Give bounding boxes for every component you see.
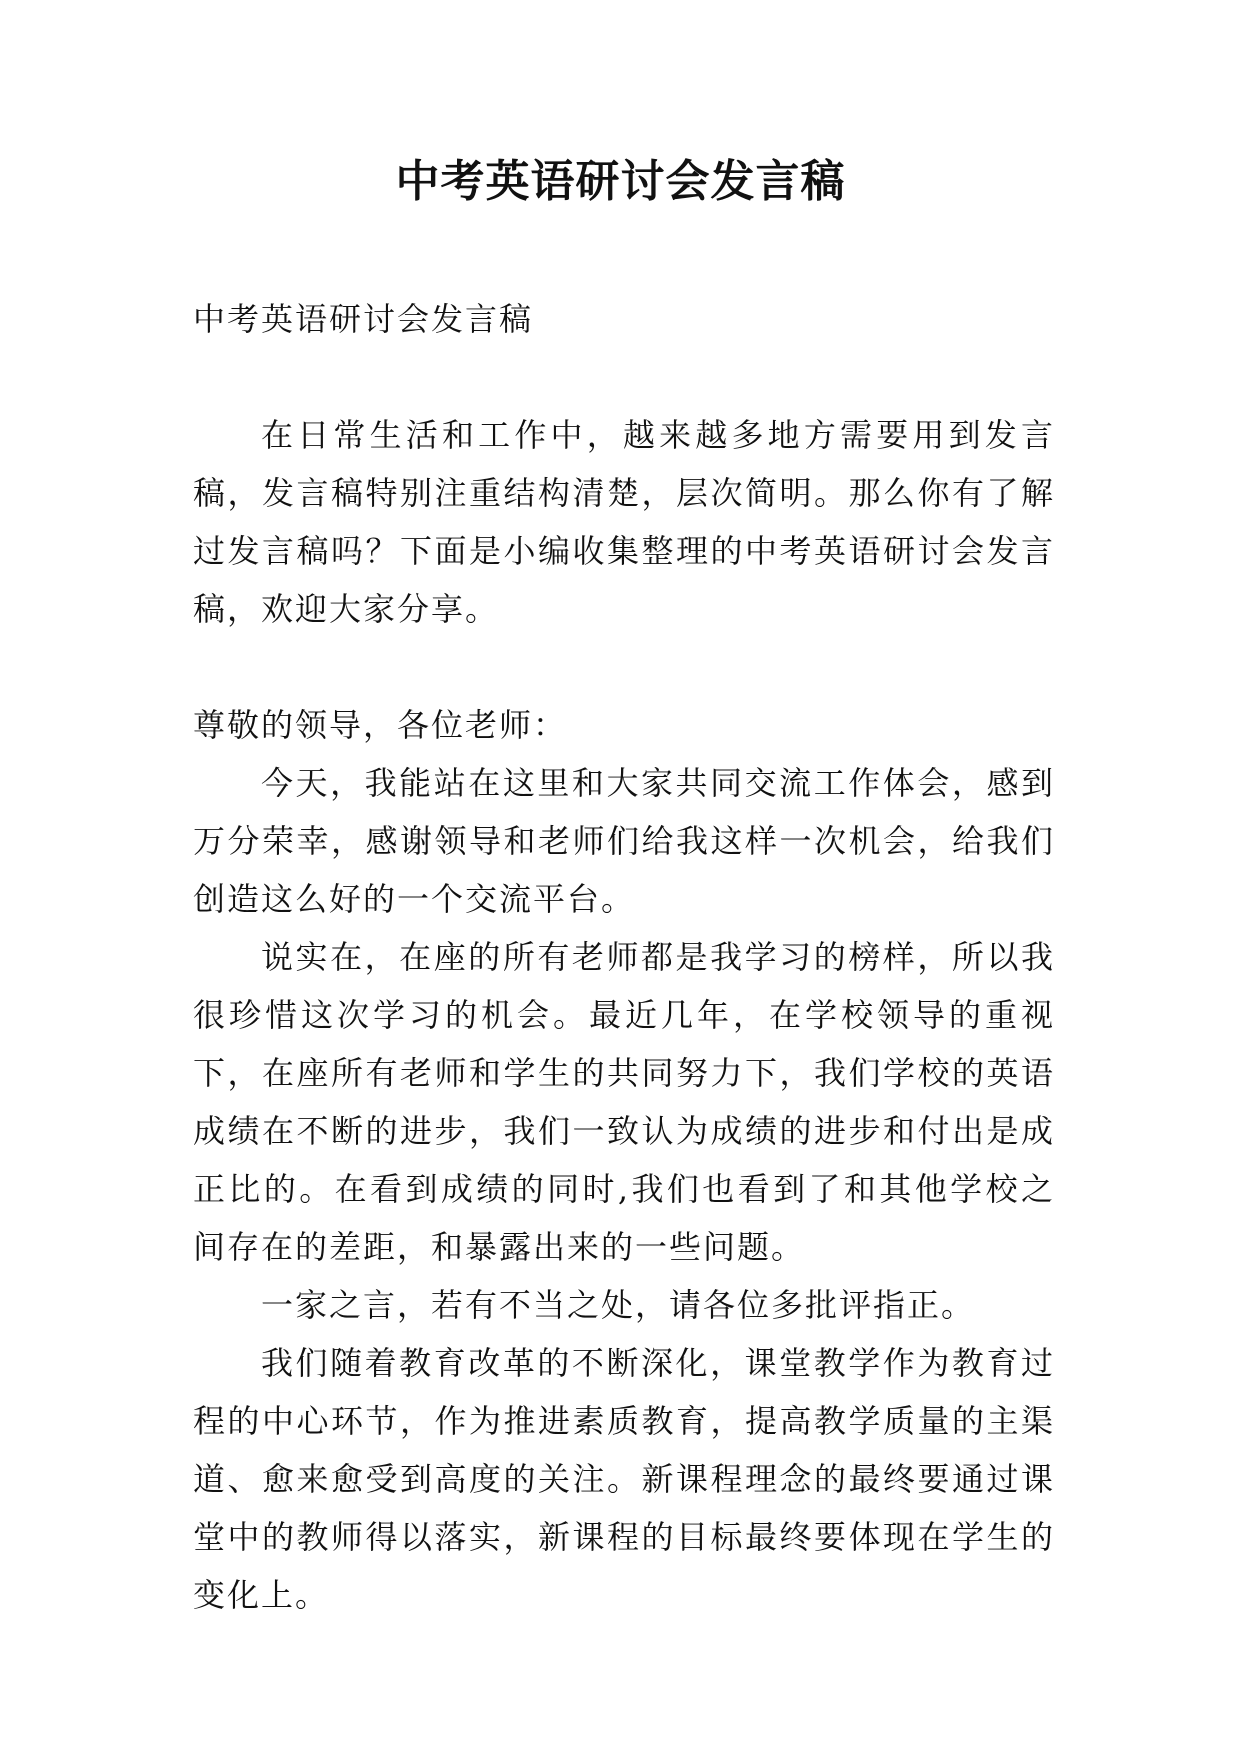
body-paragraph: 一家之言，若有不当之处，请各位多批评指正。 bbox=[261, 1286, 976, 1324]
body-paragraph: 今天，我能站在这里和大家共同交流工作体会，感到万分荣幸，感谢领导和老师们给我这样一次机会，给我们创造这么好的一个交流平台。 bbox=[193, 764, 1055, 918]
body-paragraph: 我们随着教育改革的不断深化，课堂教学作为教育过程的中心环节，作为推进素质教育，提高教学质量的主渠道、愈来愈受到高度的关注。新课程理念的最终要通过课堂中的教师得以落实，新课程的目标最终要体现在学生的变化上。 bbox=[193, 1344, 1055, 1614]
document-title: 中考英语研讨会发言稿 bbox=[395, 156, 846, 207]
document-subtitle: 中考英语研讨会发言稿 bbox=[193, 300, 534, 338]
body-paragraph: 说实在，在座的所有老师都是我学习的榜样，所以我很珍惜这次学习的机会。最近几年，在学校领导的重视下，在座所有老师和学生的共同努力下，我们学校的英语成绩在不断的进步，我们一致认为成绩的进步和付出是成正比的。在看到成绩的同时,我们也看到了和其他学校之间存在的差距，和暴露出来的一些问题。 bbox=[193, 938, 1055, 1266]
salutation: 尊敬的领导，各位老师： bbox=[193, 706, 568, 744]
document-body bbox=[193, 290, 1055, 1624]
intro-paragraph: 在日常生活和工作中，越来越多地方需要用到发言稿，发言稿特别注重结构清楚，层次简明。那么你有了解过发言稿吗？下面是小编收集整理的中考英语研讨会发言稿，欢迎大家分享。 bbox=[193, 416, 1055, 628]
